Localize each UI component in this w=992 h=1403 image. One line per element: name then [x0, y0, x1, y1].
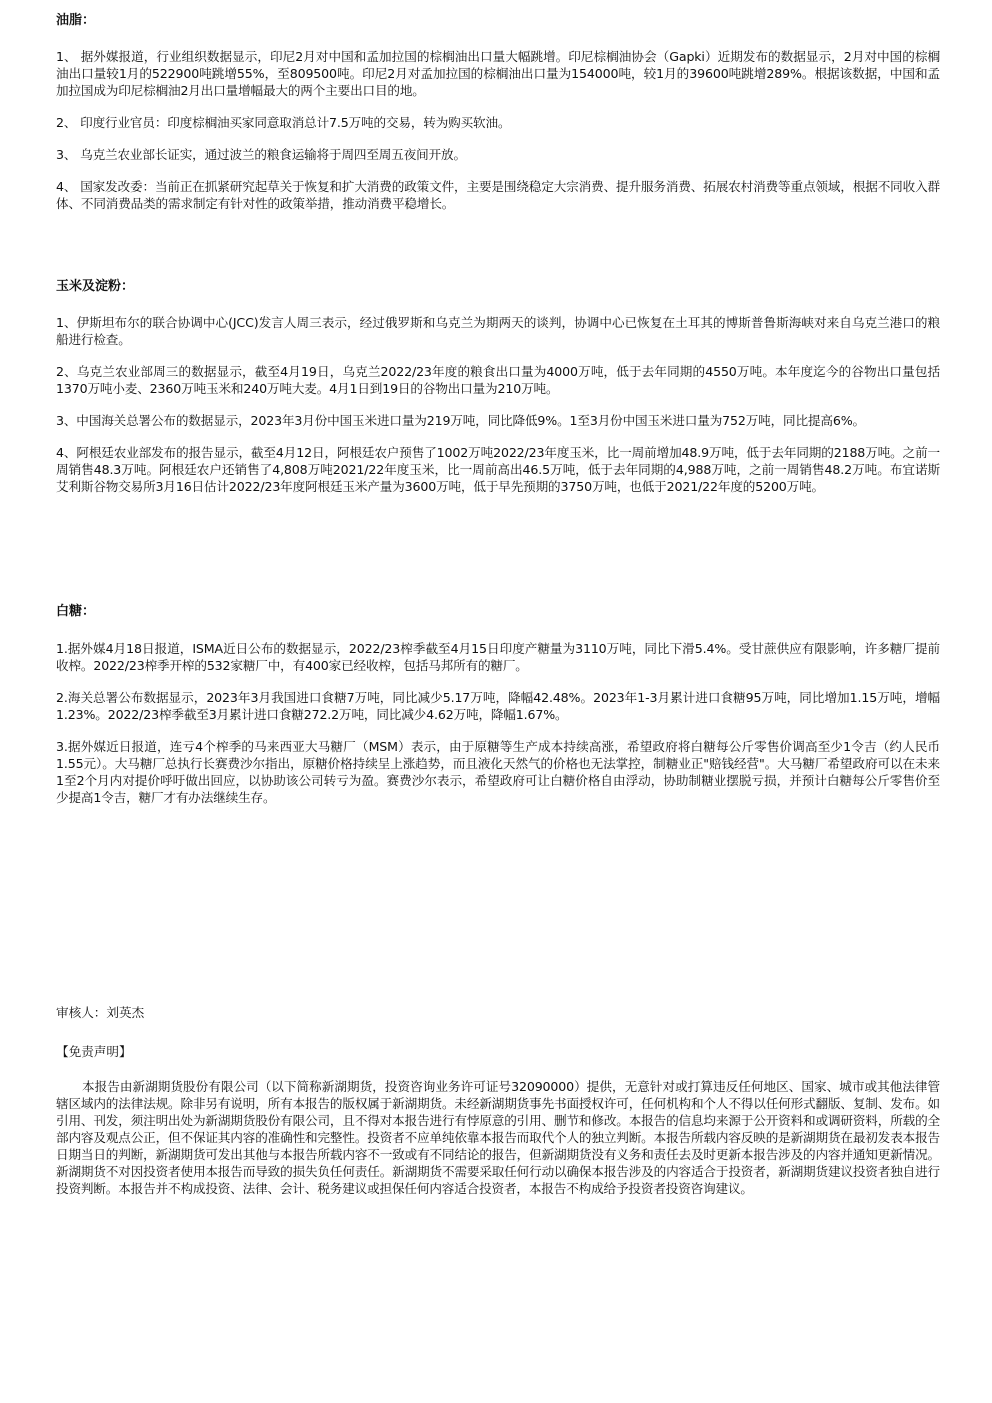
- corn-news-list: [56, 314, 940, 510]
- disclaimer-title: 【免责声明】: [56, 1044, 132, 1059]
- disclaimer-body: [56, 1078, 940, 1197]
- oil-news-list: [56, 48, 940, 227]
- oil-news-item-4: 4、 国家发改委：当前正在抓紧研究起草关于恢复和扩大消费的政策文件，主要是围绕稳定大宗消费、提升服务消费、拓展农村消费等重点领域，根据不同收入群体、不同消费品类的需求制定有针对性的政策举措，推动消费平稳增长。: [56, 179, 940, 211]
- oil-news-item-1: 1、 据外媒报道，行业组织数据显示，印尼2月对中国和孟加拉国的棕榈油出口量大幅跳增。印尼棕榈油协会（Gapki）近期发布的数据显示，2月对中国的棕榈油出口量较1月的522900吨跳增55%，至809500吨。印尼2月对孟加拉国的棕榈油出口量为154000吨，较1月的39600吨跳增289%。根据该数据，中国和孟加拉国成为印尼棕榈油2月出口量增幅最大的两个主要出口目的地。: [56, 49, 940, 98]
- corn-news-item-3: 3、中国海关总署公布的数据显示，2023年3月份中国玉米进口量为219万吨，同比降低9%。1至3月份中国玉米进口量为752万吨，同比提高6%。: [56, 413, 865, 428]
- section-title-oil: 油脂：: [56, 13, 96, 28]
- oil-news-item-3: 3、 乌克兰农业部长证实，通过波兰的粮食运输将于周四至周五夜间开放。: [56, 147, 466, 162]
- sugar-news-item-2: 2.海关总署公布数据显示，2023年3月我国进口食糖7万吨，同比减少5.17万吨，降幅42.48%。2023年1-3月累计进口食糖95万吨，同比增加1.15万吨，增幅1.23%。2022/23榨季截至3月累计进口食糖272.2万吨，同比减少4.62万吨，降幅1.67%。: [56, 690, 940, 722]
- corn-news-item-1: 1、伊斯坦布尔的联合协调中心(JCC)发言人周三表示，经过俄罗斯和乌克兰为期两天的谈判，协调中心已恢复在土耳其的博斯普鲁斯海峡对来自乌克兰港口的粮船进行检查。: [56, 315, 940, 347]
- section-title-corn: 玉米及淀粉：: [56, 279, 135, 294]
- disclaimer-text: 本报告由新湖期货股份有限公司（以下简称新湖期货，投资咨询业务许可证号32090000）提供，无意针对或打算违反任何地区、国家、城市或其他法律管辖区域内的法律法规。除非另有说明，所有本报告的版权属于新湖期货。未经新湖期货事先书面授权许可，任何机构和个人不得以任何形式翻版、复制、发布。如引用、刊发，须注明出处为新湖期货股份有限公司，且不得对本报告进行有悖原意的引用、删节和修改。本报告的信息均来源于公开资料和或调研资料，所载的全部内容及观点公正，但不保证其内容的准确性和完整性。投资者不应单纯依靠本报告而取代个人的独立判断。本报告所载内容反映的是新湖期货在最初发表本报告日期当日的判断，新湖期货可发出其他与本报告所载内容不一致或有不同结论的报告，但新湖期货没有义务和责任去及时更新本报告涉及的内容并通知更新情况。新湖期货不对因投资者使用本报告而导致的损失负任何责任。新湖期货不需要采取任何行动以确保本报告涉及的内容适合于投资者，新湖期货建议投资者独自进行投资判断。本报告并不构成投资、法律、会计、税务建议或担保任何内容适合投资者，本报告不构成给予投资者投资咨询建议。: [56, 1079, 940, 1196]
- corn-news-item-2: 2、乌克兰农业部周三的数据显示，截至4月19日，乌克兰2022/23年度的粮食出口量为4000万吨，低于去年同期的4550万吨。本年度迄今的谷物出口量包括1370万吨小麦、2360万吨玉米和240万吨大麦。4月1日到19日的谷物出口量为210万吨。: [56, 364, 940, 396]
- reviewer-line: 审核人：刘英杰: [56, 1005, 145, 1020]
- sugar-news-list: [56, 640, 940, 821]
- corn-news-item-4: 4、阿根廷农业部发布的报告显示，截至4月12日，阿根廷农户预售了1002万吨2022/23年度玉米，比一周前增加48.9万吨，低于去年同期的2188万吨。之前一周销售48.3万吨。阿根廷农户还销售了4,808万吨2021/22年度玉米，比一周前高出46.5万吨，低于去年同期的4,988万吨，之前一周销售48.2万吨。布宜诺斯艾利斯谷物交易所3月16日估计2022/23年度阿根廷玉米产量为3600万吨，低于早先预期的3750万吨，也低于2021/22年度的5200万吨。: [56, 445, 940, 494]
- sugar-news-item-1: 1.据外媒4月18日报道，ISMA近日公布的数据显示，2022/23榨季截至4月15日印度产糖量为3110万吨，同比下滑5.4%。受甘蔗供应有限影响，许多糖厂提前收榨。2022/23榨季开榨的532家糖厂中，有400家已经收榨，包括马邦所有的糖厂。: [56, 641, 940, 673]
- section-title-sugar: 白糖：: [56, 604, 96, 619]
- sugar-news-item-3: 3.据外媒近日报道，连亏4个榨季的马来西亚大马糖厂（MSM）表示，由于原糖等生产成本持续高涨，希望政府将白糖每公斤零售价调高至少1令吉（约人民币1.55元）。大马糖厂总执行长赛费沙尔指出，原糖价格持续呈上涨趋势，而且液化天然气的价格也无法掌控，制糖业正"赔钱经营"。大马糖厂希望政府可以在未来1至2个月内对提价呼吁做出回应，以协助该公司转亏为盈。赛费沙尔表示，希望政府可让白糖价格自由浮动，协助制糖业摆脱亏损，并预计白糖每公斤零售价至少提高1令吉，糖厂才有办法继续生存。: [56, 739, 940, 805]
- oil-news-item-2: 2、 印度行业官员：印度棕榈油买家同意取消总计7.5万吨的交易，转为购买软油。: [56, 115, 511, 130]
